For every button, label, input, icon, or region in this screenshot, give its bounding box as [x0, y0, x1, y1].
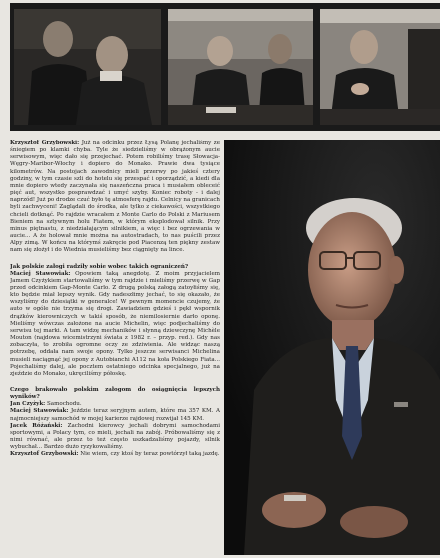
portrait-photo: [224, 140, 440, 555]
article-text: [10, 140, 220, 555]
photo-man-gesturing: [320, 9, 440, 125]
photo-strip: [10, 3, 440, 131]
speaker-name: Jan Czyżyk:: [10, 401, 46, 408]
speaker-name: Krzysztof Grzybowski:: [10, 140, 80, 146]
answer-line: [10, 423, 220, 452]
speech-text: Nie wiem, czy ktoś by teraz powtórzył taką jazdę.: [78, 451, 220, 458]
speech-text: Opowiem taką anegdotę. Z moim przyjacielem Jamem Czyżykiem startowaliśmy w tym rajdzie i mieliśmy przerwę w Gap przed odcinkiem Gap-Monte Carlo. Z drugą polską załogą zatoyłiśmy się, kto będzie miał lepszy wynik. Gdy nadeszłimy jechać, to się okazało, że wszyliśmy do dziesiątki w generalce! W pewnym momencie czujemy, że auto w ogóle nie trzyma się drogi. Zawiadziem gdzieś i pękł wspornik drążków kierowniczych w takiś sposób, że niemilosiernie darło oponę. Mieliśmy wówczas założone na aucie Michelin, więc podjechaliśmy do serwisu tej marki. A tam widzę mechaników i słynną dziewczynę Michèle Mouton (najdowa wicemistrzyni świata z 1982 r. – przyp. red.). Gdy nas zobaczyła, to zrobiła ogromne oczy ze zdziwienia. Ale widząc naszą potrzebę, oddała nam swoje opony. Tylko jeszcze serwisanci Michelina musieli naciągnąć jej opony z Autobianchi A112 na koła Polskiego Fiata... Pojechaliśmy dalej, ale pocztem ostatniego odcinka specjalnego, już na zjeździe do Monako, ukręciliśmy półoskę.: [10, 270, 220, 377]
photo-two-men-talking: [14, 9, 161, 125]
paragraph-1: [10, 140, 220, 255]
speech-text: Zachodni kierowcy jechali dobrymi samochodami sportowymi, a Polacy tym, co mieli, jechali na zabój. Próbowaliśmy się z nimi równać, ale przez to też często uszkadzaliśmy pojazdy, silnik wybuchał... Bardzo dużo ryzykowaliśmy.: [10, 422, 220, 451]
paragraph-2: [10, 271, 220, 378]
question-heading: Czego brakowało polskim załogom do osiągnięcia lepszych wyników?: [10, 387, 220, 401]
speech-text: Już na odcinku przez Łysą Polanę jechaliśmy ze śniegiem po klamki chyba. Tyle że siedzieliśmy w obrążonym aucie serwisowym, więc dało się przejechać. Potem robiliśmy trasę Słowacja-Węgry-Maribor-Włochy i dopiero do Monako. Prawie dwa tysiące kilometrów. Na postojach zawodnicy mieli przerwy po jakieś cztery godziny, w tym czasie szli do hotelu się przespać i oporządzić, a kiedi dla mnie dopiero wtedy zaczynała się naszeńczna praca i musiałem obleceić pięć aut, wszystko posprawdzać i umyć szyby. Koniec roboty - i dalej naprzód! Już po drodze czuć było tę atmosferę rajdu. Celnicy na granicach byli zachwyceni! Zaglądali do środka, ale tylko z ciekawości, wszystkiego chcieli dotknąć. Po rajdzie wracałem z Monte Carlo do Polski z Mariusem Bieniem na sztywnym holu Fiatem, w którym eksplodował silnik. Przy minus piętnastu, z niedziałającym silnikiem, a więc i bez ogrzewania w aucie... A że holował mnie można na autostradach, to nas puścili przez Alpy zimą. W końcu na którymś zakręcie pod Piacenzą ten piękny zestaw nam się złożył i do Wiednia musieliśmy bez ciągnięty na lince.: [10, 140, 220, 254]
photo-interview-table: [168, 9, 313, 125]
speaker-name: Maciej Stawowiak:: [10, 408, 69, 415]
speaker-name: Maciej Stawowiak:: [10, 270, 71, 277]
speaker-name: Krzysztof Grzybowski:: [10, 451, 79, 458]
speech-text: Jeździe teraz seryjnym autem, które ma 357 KM. A najmocniejszy samochód w mojej karierze rajdowej rozwijał 145 KM.: [10, 408, 220, 422]
answer-line: [10, 408, 220, 422]
speech-text: Samochodu.: [45, 401, 82, 408]
answer-line: [10, 451, 220, 458]
speaker-name: Jacek Różański:: [10, 422, 63, 429]
question-heading: Jak polskie załogi radziły sobie wobec takich ograniczeń?: [10, 263, 189, 270]
